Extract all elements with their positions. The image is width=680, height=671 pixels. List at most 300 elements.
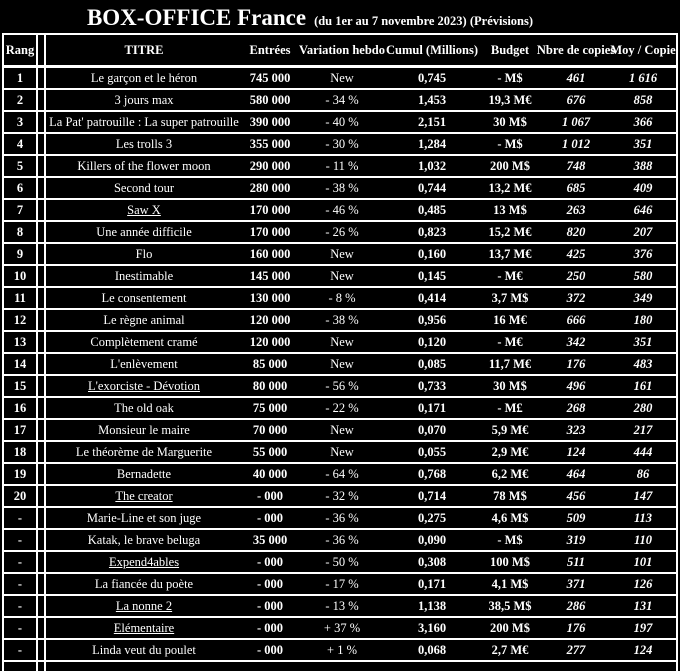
table-row bbox=[4, 464, 676, 486]
cumul-value: 0,090 bbox=[417, 532, 447, 547]
column-gap bbox=[38, 90, 46, 110]
column-header-rank: Rang bbox=[4, 35, 38, 65]
table-row bbox=[4, 310, 676, 332]
table-row bbox=[4, 222, 676, 244]
movie-title: Le consentement bbox=[101, 290, 187, 305]
copies-value: 263 bbox=[566, 202, 586, 217]
entries-value: 40 000 bbox=[252, 466, 288, 481]
table-row bbox=[4, 112, 676, 134]
rank-cell: 6 bbox=[4, 178, 38, 198]
movie-title: Flo bbox=[135, 246, 153, 261]
entries-value: 145 000 bbox=[249, 268, 291, 283]
entries-value: 580 000 bbox=[249, 92, 291, 107]
cumul-value: 0,744 bbox=[417, 180, 447, 195]
row-content bbox=[46, 464, 676, 484]
cumul-value: 0,823 bbox=[417, 224, 447, 239]
entries-value: 290 000 bbox=[249, 158, 291, 173]
row-content bbox=[46, 266, 676, 286]
budget-value: 11,7 M€ bbox=[488, 356, 532, 371]
copies-value: 464 bbox=[566, 466, 586, 481]
movie-title: La Pat' patrouille : La super patrouille bbox=[49, 114, 239, 129]
budget-value: - M$ bbox=[497, 70, 523, 85]
budget-value: - M€ bbox=[497, 334, 523, 349]
column-gap bbox=[38, 134, 46, 154]
cumul-value: 0,714 bbox=[417, 488, 447, 503]
rank-cell bbox=[4, 662, 38, 671]
page-title-main: BOX-OFFICE France bbox=[86, 5, 307, 30]
cumul-value: 0,171 bbox=[417, 400, 447, 415]
movie-title: Le théorème de Marguerite bbox=[75, 444, 213, 459]
avg-per-copy-value: 409 bbox=[633, 180, 653, 195]
column-gap bbox=[38, 288, 46, 308]
table-row bbox=[4, 266, 676, 288]
column-gap bbox=[38, 662, 46, 671]
cumul-value: 3,160 bbox=[417, 620, 447, 635]
rank-cell: - bbox=[4, 574, 38, 594]
column-gap bbox=[38, 618, 46, 638]
copies-value: 323 bbox=[566, 422, 586, 437]
budget-value: - M€ bbox=[497, 268, 523, 283]
column-gap bbox=[38, 68, 46, 88]
page-title-period: (du 1er au 7 novembre 2023) (Prévisions) bbox=[314, 14, 534, 28]
movie-title: Monsieur le maire bbox=[98, 422, 190, 437]
table-row bbox=[4, 178, 676, 200]
variation-value: - 30 % bbox=[325, 136, 359, 151]
row-content bbox=[46, 376, 676, 396]
rank-cell: 12 bbox=[4, 310, 38, 330]
table-row bbox=[4, 574, 676, 596]
table-row bbox=[4, 530, 676, 552]
cumul-value: 0,733 bbox=[417, 378, 447, 393]
rank-cell: - bbox=[4, 596, 38, 616]
entries-value: - 000 bbox=[256, 642, 284, 657]
row-content bbox=[46, 90, 676, 110]
table-row bbox=[4, 90, 676, 112]
rank-cell: - bbox=[4, 552, 38, 572]
copies-value: 277 bbox=[566, 642, 586, 657]
cumul-value: 0,145 bbox=[417, 268, 447, 283]
movie-title-link[interactable]: L'exorciste - Dévotion bbox=[88, 378, 200, 393]
variation-value: New bbox=[330, 334, 354, 349]
budget-value: 38,5 M$ bbox=[488, 598, 532, 613]
entries-value: 120 000 bbox=[249, 334, 291, 349]
column-header-variation: Variation hebdo bbox=[298, 42, 386, 57]
copies-value: 372 bbox=[566, 290, 586, 305]
movie-title: Katak, le brave beluga bbox=[87, 532, 201, 547]
copies-value: 496 bbox=[566, 378, 586, 393]
variation-value: - 26 % bbox=[325, 224, 359, 239]
copies-value: 1 012 bbox=[561, 136, 591, 151]
avg-per-copy-value: 207 bbox=[633, 224, 653, 239]
rank-cell: 18 bbox=[4, 442, 38, 462]
row-content bbox=[46, 332, 676, 352]
copies-value: 820 bbox=[566, 224, 586, 239]
table-row bbox=[4, 552, 676, 574]
copies-value: 511 bbox=[566, 554, 586, 569]
table-row bbox=[4, 134, 676, 156]
entries-value: 70 000 bbox=[252, 422, 288, 437]
budget-value: - M$ bbox=[497, 136, 523, 151]
row-content bbox=[46, 420, 676, 440]
column-gap bbox=[38, 486, 46, 506]
variation-value: New bbox=[330, 70, 354, 85]
column-gap bbox=[38, 156, 46, 176]
avg-per-copy-value: 483 bbox=[633, 356, 653, 371]
row-content bbox=[46, 354, 676, 374]
cumul-value: 1,453 bbox=[417, 92, 447, 107]
cumul-value: 0,956 bbox=[417, 312, 447, 327]
row-content bbox=[46, 156, 676, 176]
entries-value: 170 000 bbox=[249, 224, 291, 239]
variation-value: - 38 % bbox=[325, 180, 359, 195]
column-gap bbox=[38, 244, 46, 264]
table-row bbox=[4, 442, 676, 464]
entries-value: 390 000 bbox=[249, 114, 291, 129]
rank-cell: 19 bbox=[4, 464, 38, 484]
variation-value: - 50 % bbox=[325, 554, 359, 569]
table-row bbox=[4, 156, 676, 178]
budget-value: 100 M$ bbox=[490, 554, 530, 569]
movie-title: La fiancée du poète bbox=[94, 576, 194, 591]
movie-title: Marie-Line et son juge bbox=[86, 510, 202, 525]
table-row bbox=[4, 376, 676, 398]
table-row bbox=[4, 354, 676, 376]
column-gap bbox=[38, 35, 46, 65]
movie-title: Le règne animal bbox=[103, 312, 185, 327]
cumul-value: 0,171 bbox=[417, 576, 447, 591]
avg-per-copy-value: 131 bbox=[633, 598, 653, 613]
cumul-value: 0,308 bbox=[417, 554, 447, 569]
avg-per-copy-value: 147 bbox=[633, 488, 653, 503]
entries-value: - 000 bbox=[256, 598, 284, 613]
budget-value: 4,6 M$ bbox=[491, 510, 529, 525]
cumul-value: 1,138 bbox=[417, 598, 447, 613]
entries-value: 160 000 bbox=[249, 246, 291, 261]
budget-value: 2,9 M€ bbox=[491, 444, 529, 459]
budget-value: 30 M$ bbox=[493, 114, 527, 129]
cumul-value: 0,275 bbox=[417, 510, 447, 525]
variation-value: - 36 % bbox=[325, 510, 359, 525]
rank-cell: - bbox=[4, 508, 38, 528]
column-header-entries: Entrées bbox=[249, 42, 291, 57]
rank-cell: 16 bbox=[4, 398, 38, 418]
column-gap bbox=[38, 266, 46, 286]
column-gap bbox=[38, 332, 46, 352]
row-content bbox=[46, 530, 676, 550]
budget-value: 2,7 M€ bbox=[491, 642, 529, 657]
rank-cell: 1 bbox=[4, 68, 38, 88]
column-gap bbox=[38, 178, 46, 198]
rank-cell: 17 bbox=[4, 420, 38, 440]
column-gap bbox=[38, 398, 46, 418]
table-row bbox=[4, 640, 676, 662]
variation-value: - 17 % bbox=[325, 576, 359, 591]
row-content bbox=[46, 244, 676, 264]
table-row bbox=[4, 244, 676, 266]
cumul-value: 0,485 bbox=[417, 202, 447, 217]
rank-cell: 14 bbox=[4, 354, 38, 374]
column-gap bbox=[38, 552, 46, 572]
avg-per-copy-value: 349 bbox=[633, 290, 653, 305]
movie-title-link[interactable]: La nonne 2 bbox=[115, 598, 173, 613]
avg-per-copy-value: 124 bbox=[633, 642, 653, 657]
table-row bbox=[4, 398, 676, 420]
column-gap bbox=[38, 376, 46, 396]
rank-cell: 5 bbox=[4, 156, 38, 176]
column-gap bbox=[38, 200, 46, 220]
variation-value: - 40 % bbox=[325, 114, 359, 129]
budget-value: 13,2 M€ bbox=[488, 180, 532, 195]
variation-value: - 34 % bbox=[325, 92, 359, 107]
variation-value: - 36 % bbox=[325, 532, 359, 547]
variation-value: New bbox=[330, 444, 354, 459]
row-content bbox=[46, 134, 676, 154]
row-content bbox=[46, 398, 676, 418]
avg-per-copy-value: 351 bbox=[633, 334, 653, 349]
row-content bbox=[46, 596, 676, 616]
entries-value: - 000 bbox=[256, 576, 284, 591]
avg-per-copy-value: 388 bbox=[633, 158, 653, 173]
entries-value: - 000 bbox=[256, 510, 284, 525]
budget-value: 6,2 M€ bbox=[491, 466, 529, 481]
row-content bbox=[46, 200, 676, 220]
rank-cell: - bbox=[4, 530, 38, 550]
movie-title: Second tour bbox=[113, 180, 175, 195]
entries-value: - 000 bbox=[256, 620, 284, 635]
column-gap bbox=[38, 420, 46, 440]
cumul-value: 2,151 bbox=[417, 114, 447, 129]
partial-cutoff-row bbox=[4, 662, 676, 671]
avg-per-copy-value: 110 bbox=[633, 532, 653, 547]
variation-value: - 8 % bbox=[328, 290, 356, 305]
variation-value: - 11 % bbox=[325, 158, 359, 173]
budget-value: 5,9 M€ bbox=[491, 422, 529, 437]
table-row bbox=[4, 486, 676, 508]
movie-title: 3 jours max bbox=[114, 92, 174, 107]
movie-title: Linda veut du poulet bbox=[92, 642, 196, 657]
column-header-title: TITRE bbox=[124, 42, 164, 57]
avg-per-copy-value: 86 bbox=[636, 466, 650, 481]
column-gap bbox=[38, 464, 46, 484]
variation-value: - 46 % bbox=[325, 202, 359, 217]
row-content bbox=[46, 486, 676, 506]
cumul-value: 0,745 bbox=[417, 70, 447, 85]
copies-value: 456 bbox=[566, 488, 586, 503]
avg-per-copy-value: 580 bbox=[633, 268, 653, 283]
movie-title-link[interactable]: The creator bbox=[115, 488, 173, 503]
rank-cell: - bbox=[4, 640, 38, 660]
copies-value: 286 bbox=[566, 598, 586, 613]
entries-value: 745 000 bbox=[249, 70, 291, 85]
column-header-cumul: Cumul (Millions) bbox=[385, 42, 479, 57]
row-content bbox=[46, 310, 676, 330]
rank-cell: 4 bbox=[4, 134, 38, 154]
header-content bbox=[46, 35, 676, 65]
row-content bbox=[46, 574, 676, 594]
avg-per-copy-value: 1 616 bbox=[628, 70, 658, 85]
budget-value: 4,1 M$ bbox=[491, 576, 529, 591]
column-header-avg: Moy / Copie bbox=[610, 42, 676, 57]
budget-value: 13 M$ bbox=[493, 202, 527, 217]
movie-title: Complètement cramé bbox=[90, 334, 198, 349]
budget-value: 30 M$ bbox=[493, 378, 527, 393]
cumul-value: 0,120 bbox=[417, 334, 447, 349]
budget-value: - M£ bbox=[497, 400, 523, 415]
entries-value: 280 000 bbox=[249, 180, 291, 195]
entries-value: - 000 bbox=[256, 488, 284, 503]
variation-value: - 13 % bbox=[325, 598, 359, 613]
row-content bbox=[46, 288, 676, 308]
variation-value: New bbox=[330, 268, 354, 283]
movie-title-link[interactable]: Expend4ables bbox=[108, 554, 180, 569]
movie-title: The old oak bbox=[114, 400, 174, 415]
table-header-row bbox=[4, 35, 676, 68]
column-header-budget: Budget bbox=[490, 42, 530, 57]
table-row bbox=[4, 332, 676, 354]
box-office-table bbox=[2, 33, 678, 671]
copies-value: 676 bbox=[566, 92, 586, 107]
copies-value: 250 bbox=[566, 268, 586, 283]
cumul-value: 0,160 bbox=[417, 246, 447, 261]
budget-value: 200 M$ bbox=[490, 620, 530, 635]
entries-value: 75 000 bbox=[252, 400, 288, 415]
cumul-value: 1,032 bbox=[417, 158, 447, 173]
column-gap bbox=[38, 442, 46, 462]
row-content bbox=[46, 552, 676, 572]
row-content bbox=[46, 508, 676, 528]
variation-value: - 22 % bbox=[325, 400, 359, 415]
movie-title-link[interactable]: Saw X bbox=[127, 202, 161, 217]
column-gap bbox=[38, 596, 46, 616]
rank-cell: 13 bbox=[4, 332, 38, 352]
movie-title: Les trolls 3 bbox=[115, 136, 173, 151]
table-row bbox=[4, 420, 676, 442]
movie-title: Inestimable bbox=[114, 268, 174, 283]
avg-per-copy-value: 376 bbox=[633, 246, 653, 261]
copies-value: 425 bbox=[566, 246, 586, 261]
rank-cell: 10 bbox=[4, 266, 38, 286]
variation-value: - 32 % bbox=[325, 488, 359, 503]
entries-value: - 000 bbox=[256, 554, 284, 569]
entries-value: 35 000 bbox=[252, 532, 288, 547]
rank-cell: 2 bbox=[4, 90, 38, 110]
movie-title: L'enlèvement bbox=[110, 356, 178, 371]
rank-cell: 9 bbox=[4, 244, 38, 264]
variation-value: + 37 % bbox=[323, 620, 361, 635]
entries-value: 120 000 bbox=[249, 312, 291, 327]
movie-title: Le garçon et le héron bbox=[90, 70, 198, 85]
avg-per-copy-value: 646 bbox=[633, 202, 653, 217]
column-gap bbox=[38, 222, 46, 242]
avg-per-copy-value: 113 bbox=[633, 510, 653, 525]
copies-value: 371 bbox=[566, 576, 586, 591]
rank-cell: 7 bbox=[4, 200, 38, 220]
table-row bbox=[4, 618, 676, 640]
cumul-value: 0,768 bbox=[417, 466, 447, 481]
budget-value: 16 M€ bbox=[493, 312, 527, 327]
copies-value: 748 bbox=[566, 158, 586, 173]
variation-value: - 64 % bbox=[325, 466, 359, 481]
cumul-value: 0,070 bbox=[417, 422, 447, 437]
column-gap bbox=[38, 508, 46, 528]
variation-value: New bbox=[330, 356, 354, 371]
row-content bbox=[46, 178, 676, 198]
row-content bbox=[46, 618, 676, 638]
rank-cell: 3 bbox=[4, 112, 38, 132]
entries-value: 130 000 bbox=[249, 290, 291, 305]
avg-per-copy-value: 444 bbox=[633, 444, 653, 459]
avg-per-copy-value: 217 bbox=[633, 422, 653, 437]
variation-value: - 38 % bbox=[325, 312, 359, 327]
avg-per-copy-value: 351 bbox=[633, 136, 653, 151]
row-content bbox=[46, 222, 676, 242]
cumul-value: 0,068 bbox=[417, 642, 447, 657]
row-content bbox=[46, 68, 676, 88]
avg-per-copy-value: 161 bbox=[633, 378, 653, 393]
column-gap bbox=[38, 574, 46, 594]
table-row bbox=[4, 596, 676, 618]
copies-value: 176 bbox=[566, 356, 586, 371]
column-gap bbox=[38, 640, 46, 660]
table-row bbox=[4, 68, 676, 90]
rank-cell: 15 bbox=[4, 376, 38, 396]
budget-value: 13,7 M€ bbox=[488, 246, 532, 261]
avg-per-copy-value: 126 bbox=[633, 576, 653, 591]
table-row bbox=[4, 508, 676, 530]
budget-value: 15,2 M€ bbox=[488, 224, 532, 239]
page-title bbox=[0, 0, 680, 33]
budget-value: 78 M$ bbox=[493, 488, 527, 503]
copies-value: 268 bbox=[566, 400, 586, 415]
movie-title: Killers of the flower moon bbox=[77, 158, 211, 173]
row-content bbox=[46, 662, 676, 671]
copies-value: 176 bbox=[566, 620, 586, 635]
column-gap bbox=[38, 310, 46, 330]
row-content bbox=[46, 640, 676, 660]
movie-title-link[interactable]: Elémentaire bbox=[113, 620, 175, 635]
avg-per-copy-value: 366 bbox=[633, 114, 653, 129]
copies-value: 1 067 bbox=[561, 114, 591, 129]
budget-value: 19,3 M€ bbox=[488, 92, 532, 107]
rank-cell: 20 bbox=[4, 486, 38, 506]
budget-value: - M$ bbox=[497, 532, 523, 547]
table-row bbox=[4, 288, 676, 310]
movie-title: Bernadette bbox=[116, 466, 172, 481]
copies-value: 342 bbox=[566, 334, 586, 349]
entries-value: 55 000 bbox=[252, 444, 288, 459]
column-gap bbox=[38, 112, 46, 132]
budget-value: 200 M$ bbox=[490, 158, 530, 173]
variation-value: New bbox=[330, 246, 354, 261]
row-content bbox=[46, 442, 676, 462]
rank-cell: - bbox=[4, 618, 38, 638]
variation-value: + 1 % bbox=[327, 642, 357, 657]
rank-cell: 11 bbox=[4, 288, 38, 308]
entries-value: 355 000 bbox=[249, 136, 291, 151]
entries-value: 170 000 bbox=[249, 202, 291, 217]
cumul-value: 0,085 bbox=[417, 356, 447, 371]
variation-value: New bbox=[330, 422, 354, 437]
table-row bbox=[4, 200, 676, 222]
row-content bbox=[46, 112, 676, 132]
copies-value: 666 bbox=[566, 312, 586, 327]
entries-value: 80 000 bbox=[252, 378, 288, 393]
movie-title: Une année difficile bbox=[96, 224, 192, 239]
cumul-value: 0,055 bbox=[417, 444, 447, 459]
avg-per-copy-value: 101 bbox=[633, 554, 653, 569]
entries-value: 85 000 bbox=[252, 356, 288, 371]
copies-value: 685 bbox=[566, 180, 586, 195]
